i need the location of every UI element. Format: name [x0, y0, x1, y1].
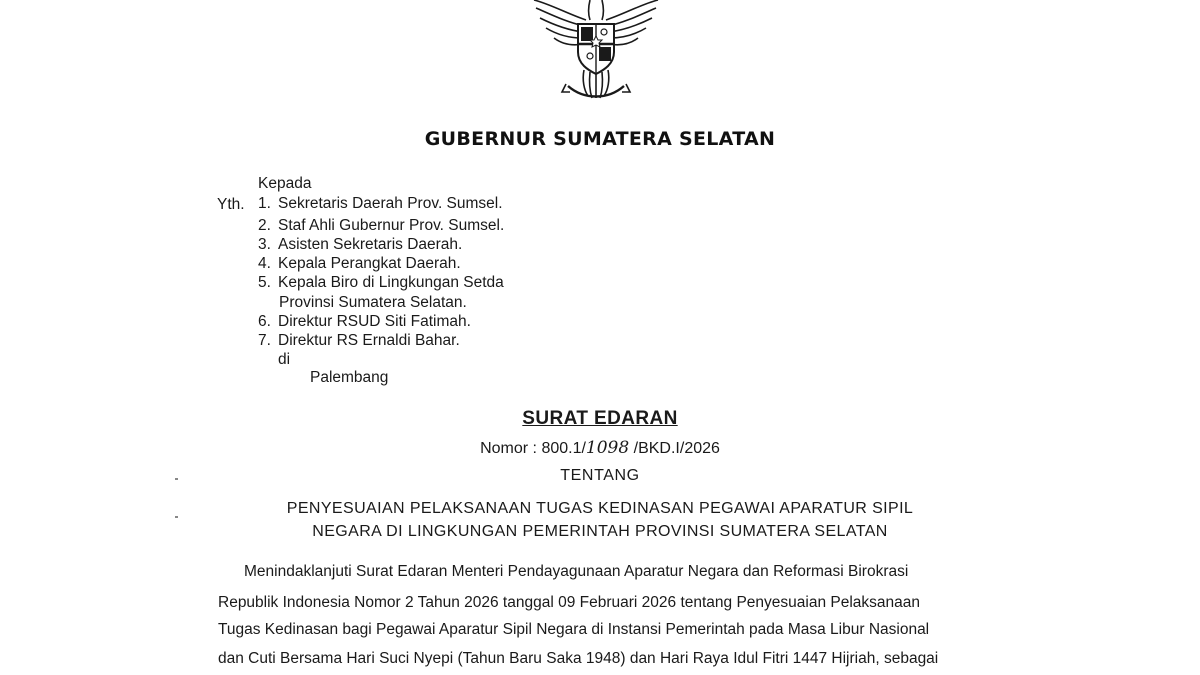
- to-label: Kepada: [258, 175, 312, 192]
- addressee-item-number: 1.: [258, 195, 271, 212]
- about-label: TENTANG: [560, 467, 640, 484]
- addressee-item: [258, 217, 504, 235]
- letter-number: [0, 438, 1200, 458]
- subject-line-1: PENYESUAIAN PELAKSANAAN TUGAS KEDINASAN PEGAWAI APARATUR SIPIL: [286, 500, 914, 517]
- addressee-item-text: Direktur RS Ernaldi Bahar.: [278, 332, 460, 349]
- addressee-item-number: 7.: [258, 332, 271, 349]
- body-line: Republik Indonesia Nomor 2 Tahun 2026 tanggal 09 Februari 2026 tentang Penyesuaian Pelaksanaan: [218, 594, 921, 611]
- scan-artifact: [175, 516, 178, 518]
- addressee-item-number: 2.: [258, 217, 271, 234]
- addressee-item-number: 6.: [258, 313, 271, 330]
- di-label: di: [278, 351, 291, 368]
- number-suffix: /BKD.I/2026: [629, 440, 720, 457]
- body-line: dan Cuti Bersama Hari Suci Nyepi (Tahun Baru Saka 1948) dan Hari Raya Idul Fitri 1447 Hijriah, sebagai: [218, 650, 939, 667]
- issuer-heading: GUBERNUR SUMATERA SELATAN: [424, 128, 776, 150]
- body-line: Menindaklanjuti Surat Edaran Menteri Pendayagunaan Aparatur Negara dan Reformasi Birokrasi: [244, 563, 909, 580]
- subject-line-2: NEGARA DI LINGKUNGAN PEMERINTAH PROVINSI SUMATERA SELATAN: [312, 523, 888, 540]
- city-name: Palembang: [310, 369, 389, 386]
- addressee-item: [258, 195, 503, 213]
- addressee-item: [258, 236, 462, 254]
- addressee-item-number: 3.: [258, 236, 271, 253]
- number-prefix: Nomor : 800.1/: [480, 440, 586, 457]
- addressee-item-text: Staf Ahli Gubernur Prov. Sumsel.: [278, 217, 505, 234]
- addressee-item-number: 4.: [258, 255, 271, 272]
- scan-artifact: [175, 478, 178, 480]
- addressee-item-text: Direktur RSUD Siti Fatimah.: [278, 313, 471, 330]
- garuda-pancasila-emblem-icon: [528, 0, 664, 110]
- addressee-item-text: Asisten Sekretaris Daerah.: [278, 236, 463, 253]
- addressee-item: [258, 313, 471, 331]
- addressee-item-text: Sekretaris Daerah Prov. Sumsel.: [278, 195, 503, 212]
- addressee-item: [258, 274, 504, 292]
- letter-subject: [0, 497, 1200, 543]
- addressee-item-text: Kepala Perangkat Daerah.: [278, 255, 461, 272]
- addressee-item: [279, 294, 467, 312]
- number-handwritten: 1098: [585, 438, 630, 458]
- addressee-item-text: Provinsi Sumatera Selatan.: [279, 294, 467, 311]
- letter-title: SURAT EDARAN: [522, 408, 678, 429]
- addressee-item-number: 5.: [258, 274, 271, 291]
- addressee-item: [258, 332, 460, 350]
- addressee-item-text: Kepala Biro di Lingkungan Setda: [278, 274, 504, 291]
- yth-label: Yth.: [217, 196, 245, 213]
- addressee-item: [258, 255, 461, 273]
- body-line: Tugas Kedinasan bagi Pegawai Aparatur Sipil Negara di Instansi Pemerintah pada Masa Libur Nasional: [218, 621, 930, 638]
